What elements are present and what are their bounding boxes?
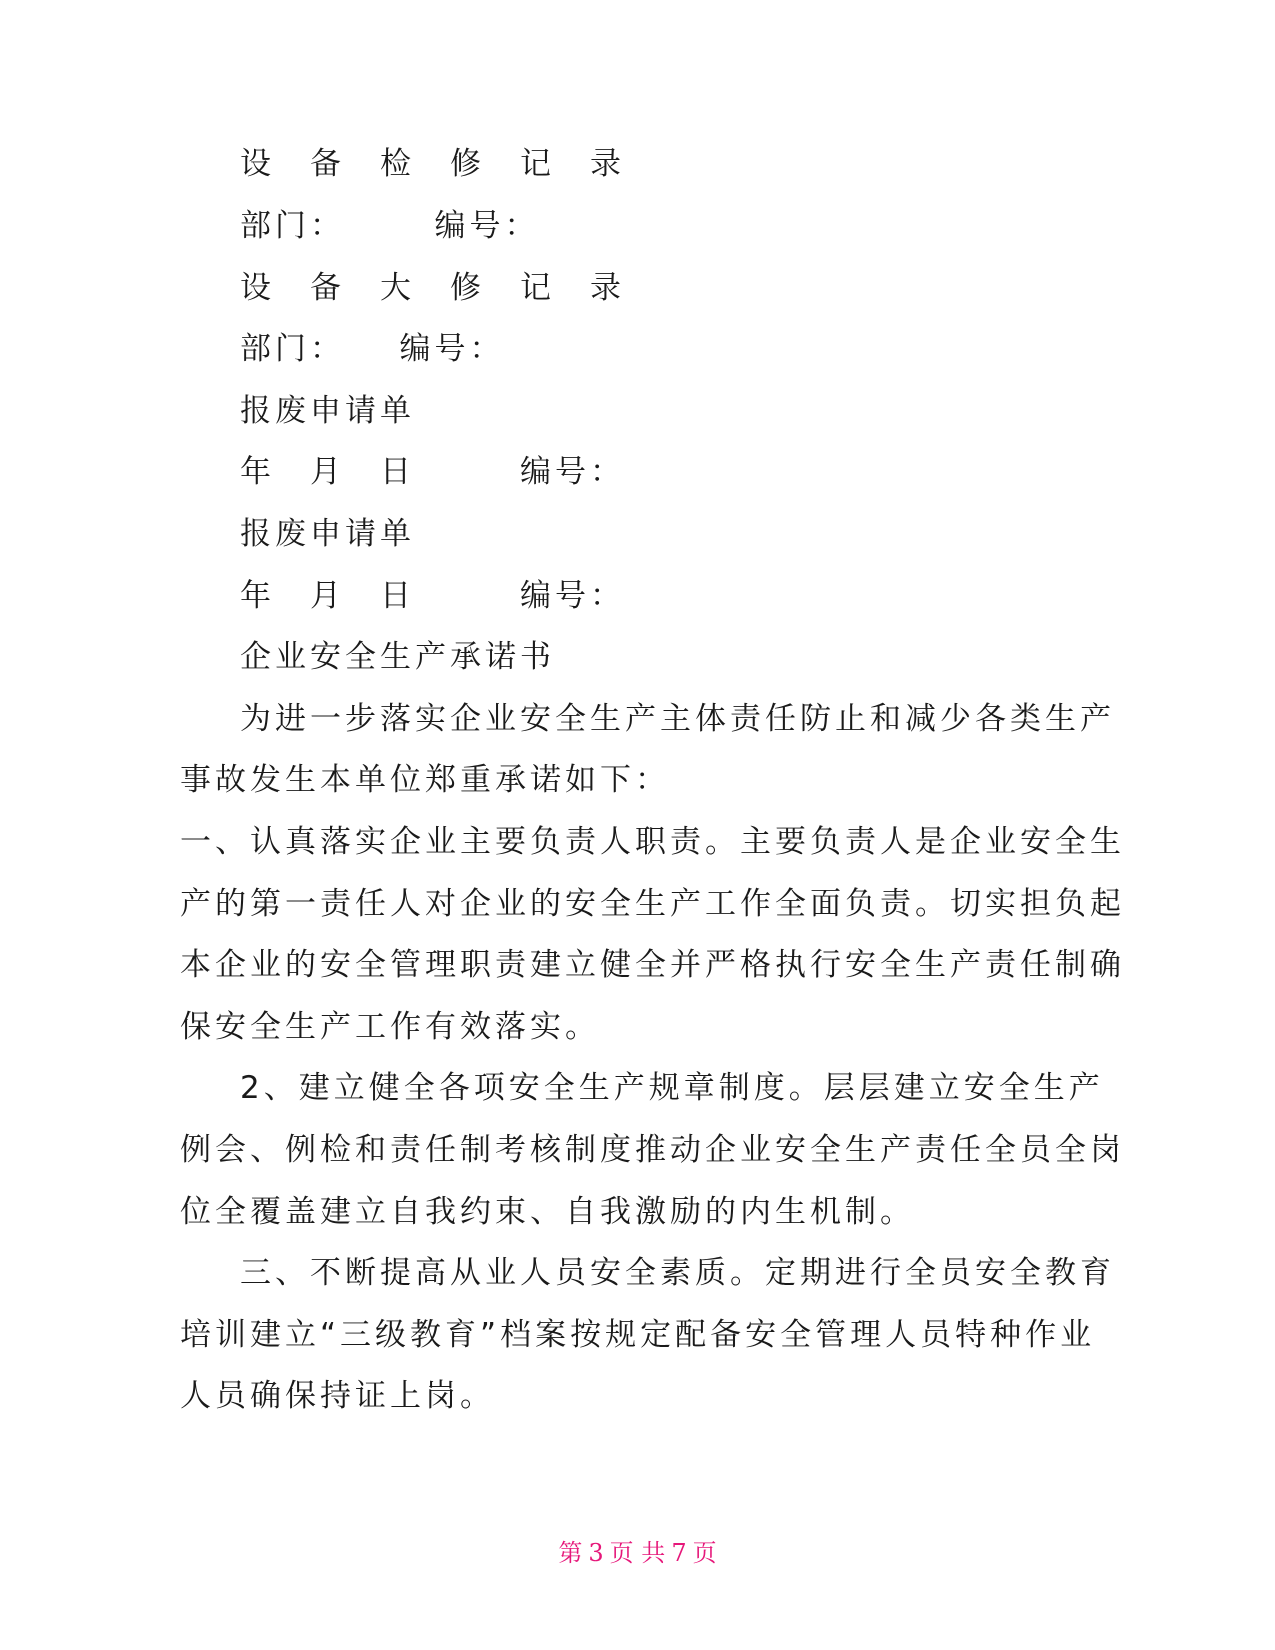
paragraph-line: 2、建立健全各项安全生产规章制度。层层建立安全生产	[240, 1070, 1104, 1106]
paragraph-line: 一、认真落实企业主要负责人职责。主要负责人是企业安全生	[180, 824, 1125, 860]
title-equipment-overhaul-record: 设 备 大 修 记 录	[240, 270, 625, 306]
paragraph-line: 三、不断提高从业人员安全素质。定期进行全员安全教育	[240, 1255, 1115, 1291]
footer-page-current: 3	[588, 1539, 604, 1567]
footer-page-end: 页	[692, 1539, 717, 1567]
page-footer	[0, 1538, 1275, 1568]
date-number-line: 年 月 日 编号：	[240, 454, 625, 490]
paragraph-line: 保安全生产工作有效落实。	[180, 1009, 600, 1045]
footer-page-total: 7	[671, 1539, 687, 1567]
paragraph-line: 培训建立“三级教育”档案按规定配备安全管理人员特种作业	[180, 1317, 1096, 1353]
date-number-line: 年 月 日 编号：	[240, 578, 625, 614]
footer-page-label: 第	[558, 1539, 583, 1567]
paragraph-line: 例会、例检和责任制考核制度推动企业安全生产责任全员全岗	[180, 1132, 1125, 1168]
paragraph-line: 人员确保持证上岗。	[180, 1378, 495, 1414]
title-scrap-application: 报废申请单	[240, 393, 415, 429]
title-scrap-application: 报废申请单	[240, 516, 415, 552]
department-number-line: 部门： 编号：	[240, 331, 505, 367]
title-equipment-inspection-record: 设 备 检 修 记 录	[240, 146, 625, 182]
paragraph-line: 产的第一责任人对企业的安全生产工作全面负责。切实担负起	[180, 886, 1125, 922]
department-number-line: 部门： 编号：	[240, 208, 540, 244]
paragraph-line: 事故发生本单位郑重承诺如下：	[180, 762, 670, 798]
title-safety-commitment: 企业安全生产承诺书	[240, 639, 555, 675]
paragraph-line: 为进一步落实企业安全生产主体责任防止和减少各类生产	[240, 701, 1115, 737]
paragraph-line: 本企业的安全管理职责建立健全并严格执行安全生产责任制确	[180, 947, 1125, 983]
paragraph-line: 位全覆盖建立自我约束、自我激励的内生机制。	[180, 1194, 915, 1230]
footer-page-mid: 页 共	[609, 1539, 666, 1567]
